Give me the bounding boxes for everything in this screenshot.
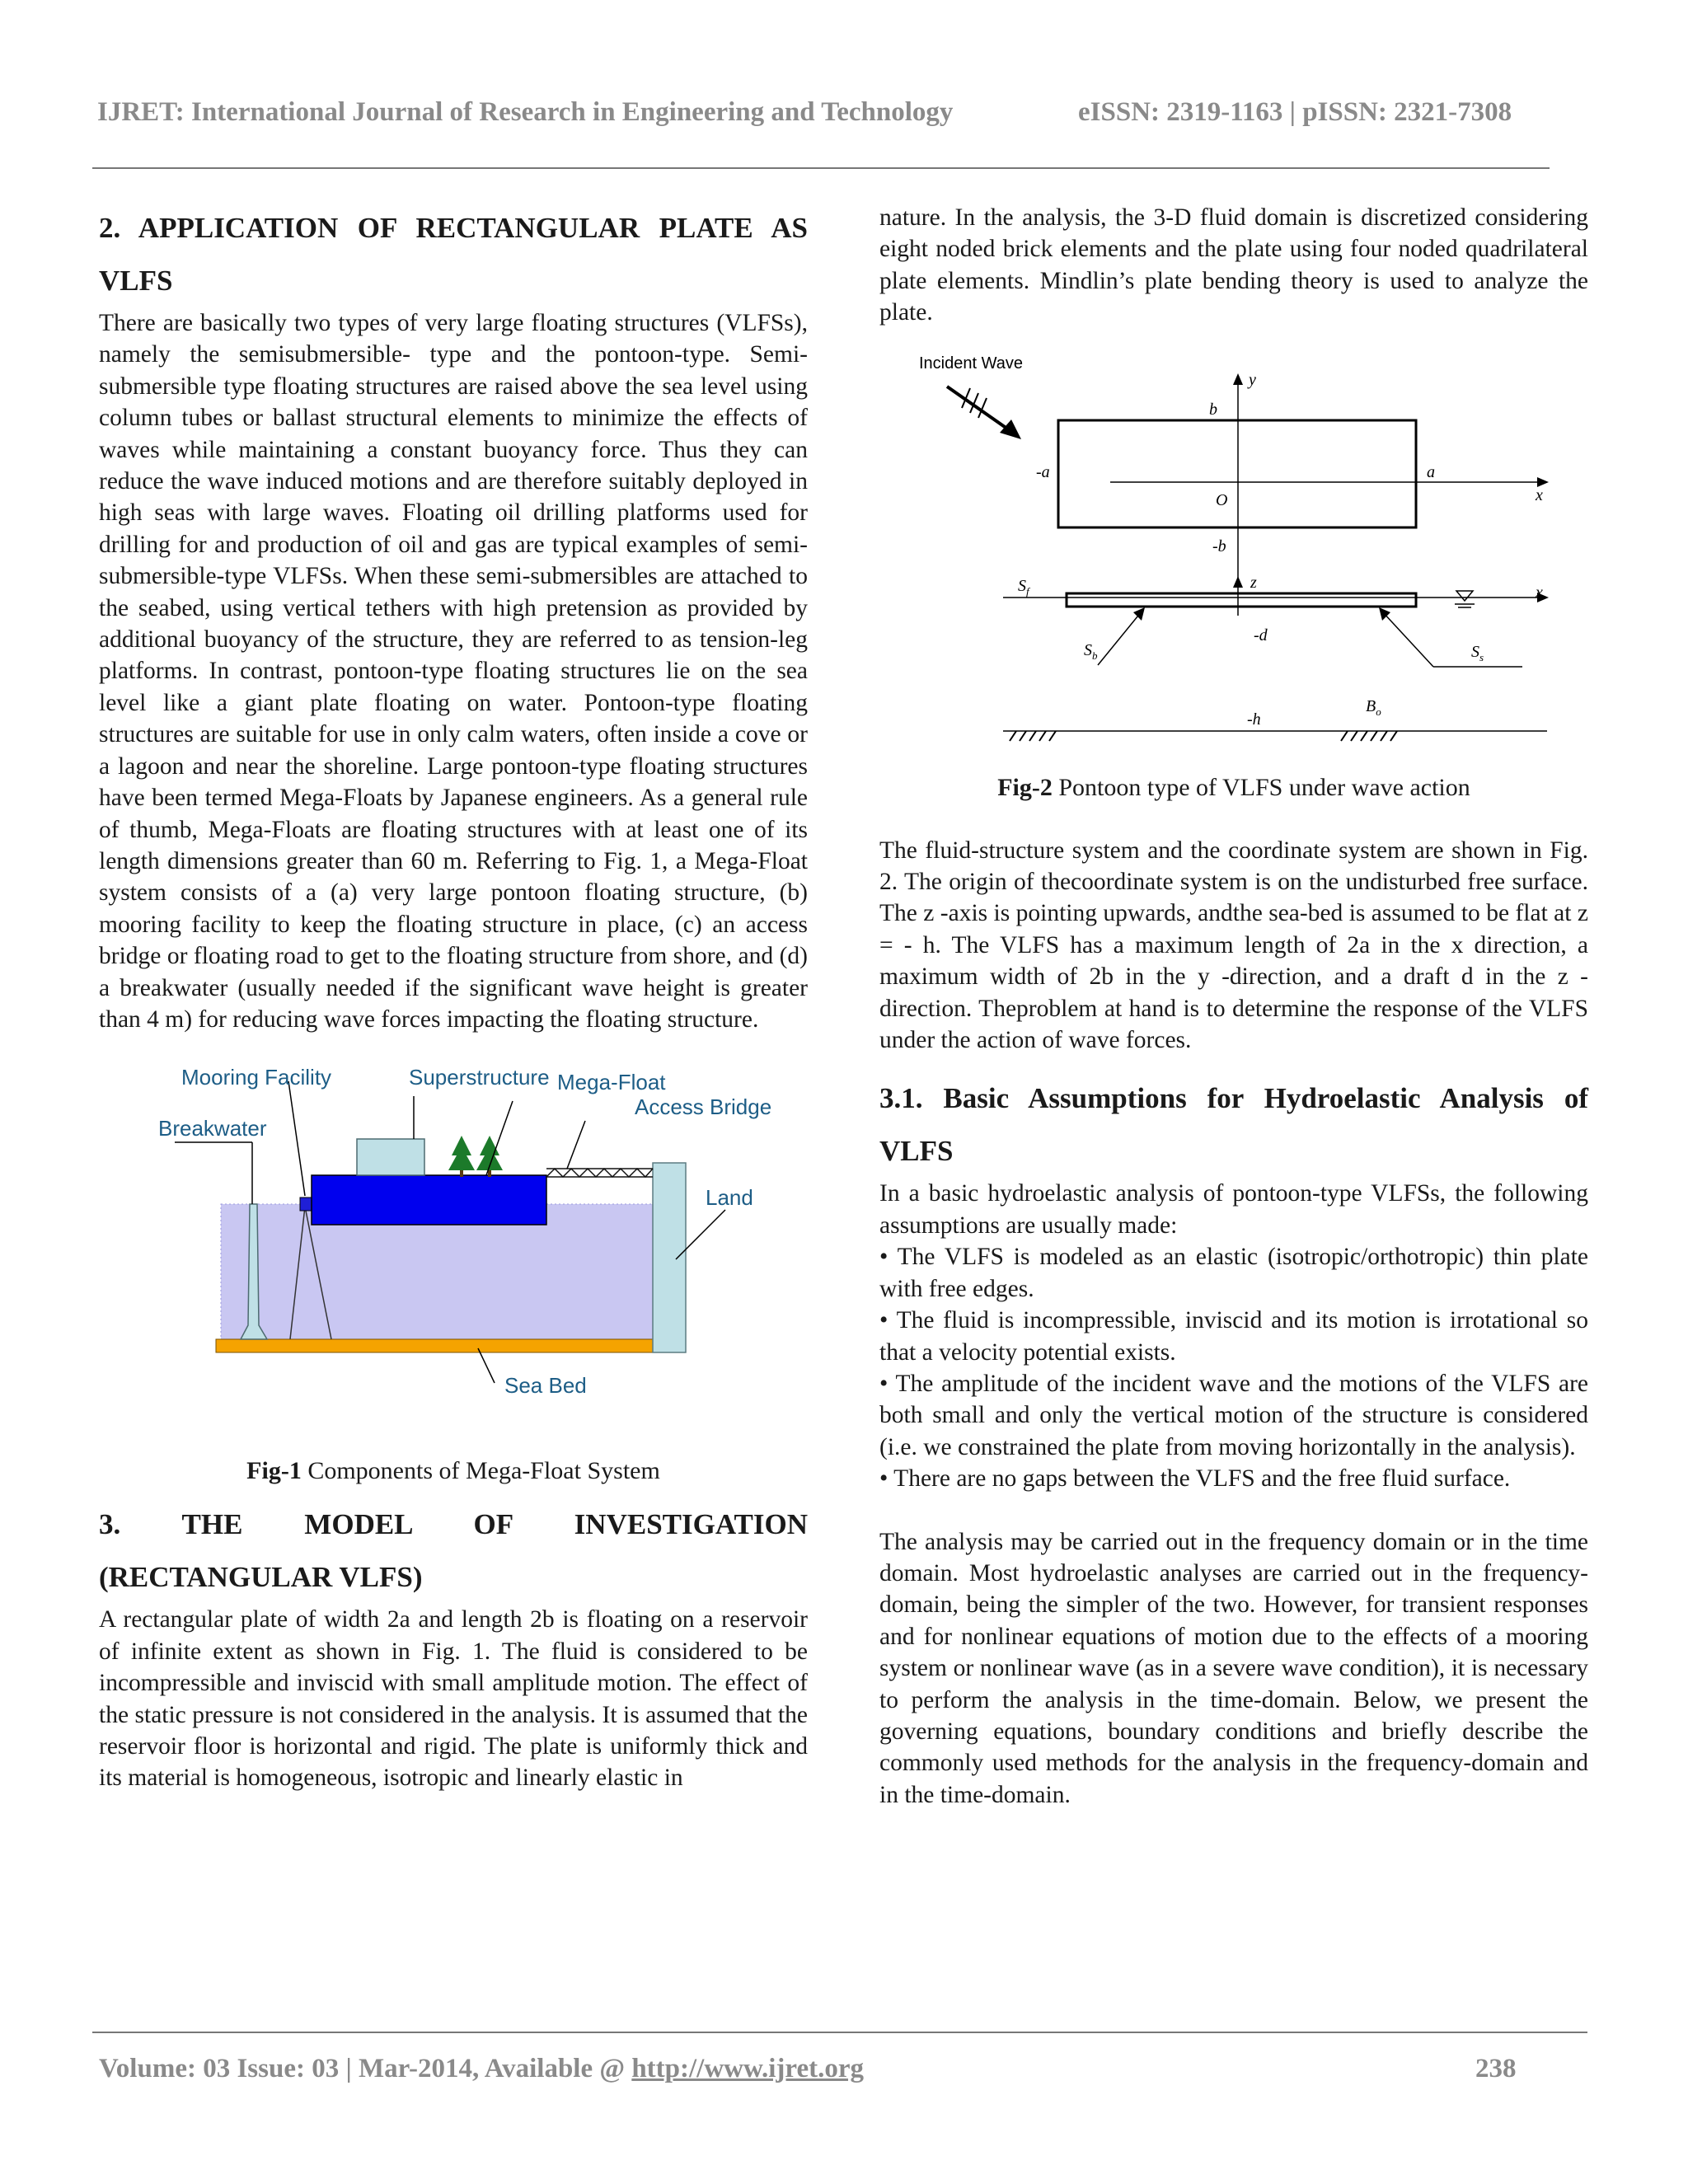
section-2-body: There are basically two types of very large floating structures (VLFSs), namely the semisubmersible- type and the pontoon-type. Semi-submersible type floating structures are raised above the sea level using column tubes or ballast structural elements to minimize the effects of waves while maintaining a constant buoyancy force. Thus they can reduce the wave induced motions and are therefore suitably deployed in high seas with large waves. Floating oil drilling platforms used for drilling for and production of oil and gas are typical examples of semi-submersible-type VLFSs. When these semi-submersibles are attached to the seabed, using vertical tethers with high pretension as provided by additional buoyancy of the structure, they are referred to as tension-leg platforms. In contrast, pontoon-type floating structures lie on the sea level like a giant plate floating on water. Pontoon-type floating structures are suitable for use in only calm waters, often inside a cove or a lagoon and near the shoreline. Large pontoon-type floating structures have been termed Mega-Floats by Japanese engineers. As a general rule of thumb, Mega-Floats are floating structures with at least one of its length dimensions greater than 60 m. Referring to Fig. 1, a Mega-Float system consists of a (a) very large pontoon floating structure, (b) mooring facility to keep the floating structure in place, (c) an access bridge or floating road to get to the floating structure from shore, and (d) a breakwater (usually needed if the significant wave height is greater than 4 m) for reducing wave forces impacting the floating structure. — [99, 310, 808, 1033]
journal-url-link[interactable]: http://www.ijret.org — [631, 2054, 864, 2083]
assumption-item: • There are no gaps between the VLFS and the free fluid surface. — [879, 1465, 1511, 1493]
label-neg-h: -h — [1247, 710, 1261, 729]
label-bo: $B_o$ — [1366, 696, 1381, 718]
section-2-title: 2. APPLICATION OF RECTANGULAR PLATE AS VLFS — [99, 212, 808, 297]
label-z: z — [1250, 573, 1257, 592]
section-3-1-title: 3.1. Basic Assumptions for Hydroelastic Analysis of VLFS — [879, 1082, 1588, 1168]
label-neg-a: -a — [1036, 462, 1050, 481]
figure-2-caption-text: Pontoon type of VLFS under wave action — [1052, 773, 1470, 801]
assumption-item: • The fluid is incompressible, inviscid and its motion is irrotational so that a velocity potential exists. — [879, 1307, 1588, 1366]
incident-wave-arrow — [947, 387, 1013, 433]
seabed-hatch-right — [1341, 731, 1397, 741]
assumptions-list — [879, 1241, 1588, 1494]
label-x-elevation: x — [1536, 583, 1543, 602]
left-column — [99, 202, 808, 1794]
plate-section-rect — [1067, 593, 1416, 607]
footer-volume-info — [99, 2054, 864, 2084]
land-shape — [653, 1163, 686, 1352]
label-incident-wave: Incident Wave — [919, 354, 1023, 373]
label-neg-b: -b — [1212, 537, 1226, 555]
section-3-title-line-2: (RECTANGULAR VLFS) — [99, 1561, 423, 1594]
journal-title: IJRET: International Journal of Research in Engineering and Technology — [97, 97, 954, 127]
trees-icon — [448, 1136, 503, 1177]
label-land: Land — [706, 1185, 753, 1211]
assumption-item: • The amplitude of the incident wave and the motions of the VLFS are both small and only the vertical motion of the structure is considered (i.e. we constrained the plate from moving horizontally in the analysis). — [879, 1370, 1588, 1460]
right-column — [879, 202, 1588, 1811]
label-o: O — [1216, 490, 1228, 509]
sea-bed-shape — [216, 1339, 653, 1352]
footer-volume-text: Volume: 03 Issue: 03 | Mar-2014, Available @ — [99, 2054, 632, 2083]
figure-1-caption — [99, 1455, 808, 1487]
continuation-paragraph: nature. In the analysis, the 3-D fluid domain is discretized considering eight noded brick elements and the plate using four noded quadrilateral plate elements. Mindlin’s plate bending theory is used to analyze the plate. — [879, 204, 1588, 326]
seabed-hatch-left — [1010, 731, 1056, 741]
seabed-leader — [478, 1348, 495, 1383]
issn-numbers: eISSN: 2319-1163 | pISSN: 2321-7308 — [1078, 97, 1512, 127]
label-sb: $S_b$ — [1084, 640, 1098, 662]
label-sf: $S_f$ — [1018, 576, 1029, 598]
section-3-title-line-1: 3. THE MODEL OF INVESTIGATION — [99, 1508, 808, 1541]
header-rule — [92, 167, 1550, 169]
label-sea-bed: Sea Bed — [504, 1373, 587, 1399]
access-bridge-shape — [546, 1169, 653, 1177]
superstructure-shape — [357, 1139, 424, 1175]
sb-leader — [1098, 612, 1142, 665]
label-x: x — [1536, 485, 1543, 504]
figure-2-caption-label: Fig-2 — [997, 773, 1053, 801]
page-number: 238 — [1475, 2054, 1517, 2083]
mega-float-shape — [312, 1175, 546, 1225]
figure-1-caption-text: Components of Mega-Float System — [301, 1457, 660, 1485]
label-mooring-facility: Mooring Facility — [181, 1065, 332, 1090]
label-a: a — [1427, 462, 1435, 481]
plate-plan-rect — [1058, 420, 1416, 527]
analysis-domain-paragraph: The analysis may be carried out in the frequency domain or in the time domain. Most hydroelastic analyses are carried out in the frequency-domain, being the simpler of the two. However, for transient responses and for nonlinear equations of motion due to the effects of a mooring system or nonlinear wave (as in a severe wave condition), it is necessary to perform the analysis in the time-domain. Below, we present the governing equations, boundary conditions and briefly describe the commonly used methods for the analysis in the frequency-domain and in the time-domain. — [879, 1528, 1588, 1808]
label-mega-float: Mega-Float — [557, 1070, 666, 1095]
coordinate-system-paragraph: The fluid-structure system and the coordinate system are shown in Fig. 2. The origin of thecoordinate system is on the undisturbed free surface. The z -axis is pointing upwards, andthe sea-bed is assumed to be flat at z = - h. The VLFS has a maximum length of 2a in the x direction, a maximum width of 2b in the y -direction, and a draft d in the z -direction. Theproblem at hand is to determine the response of the VLFS under the action of wave forces. — [879, 837, 1588, 1054]
footer-rule — [92, 2032, 1587, 2033]
ss-leader — [1382, 612, 1433, 667]
label-access-bridge: Access Bridge — [635, 1094, 772, 1120]
mooring-leader — [288, 1081, 305, 1196]
figure-1-caption-label: Fig-1 — [246, 1457, 302, 1485]
figure-2-caption — [879, 772, 1588, 804]
water-level-icon — [1456, 591, 1473, 601]
label-y: y — [1249, 370, 1256, 389]
figure-1-mega-float-diagram — [99, 1053, 808, 1441]
label-neg-d: -d — [1254, 626, 1268, 644]
assumption-item: • The VLFS is modeled as an elastic (isotropic/orthotropic) thin plate with free edges. — [879, 1244, 1588, 1302]
access-leader — [567, 1121, 585, 1169]
label-ss: $S_s$ — [1471, 642, 1484, 663]
section-3-body: A rectangular plate of width 2a and length 2b is floating on a reservoir of infinite extent as shown in Fig. 1. The fluid is considered to be incompressible and inviscid with small amplitude motion. The effect of the static pressure is not considered in the analysis. It is assumed that the reservoir floor is horizontal and rigid. The plate is uniformly thick and its material is homogeneous, isotropic and linearly elastic in — [99, 1606, 808, 1792]
mooring-facility-shape — [300, 1197, 312, 1211]
figure-2-pontoon-diagram — [879, 344, 1588, 772]
label-superstructure: Superstructure — [409, 1065, 550, 1090]
label-b: b — [1209, 400, 1217, 419]
section-3-1-intro: In a basic hydroelastic analysis of pontoon-type VLFSs, the following assumptions are usually made: — [879, 1180, 1588, 1239]
label-breakwater: Breakwater — [158, 1116, 267, 1141]
